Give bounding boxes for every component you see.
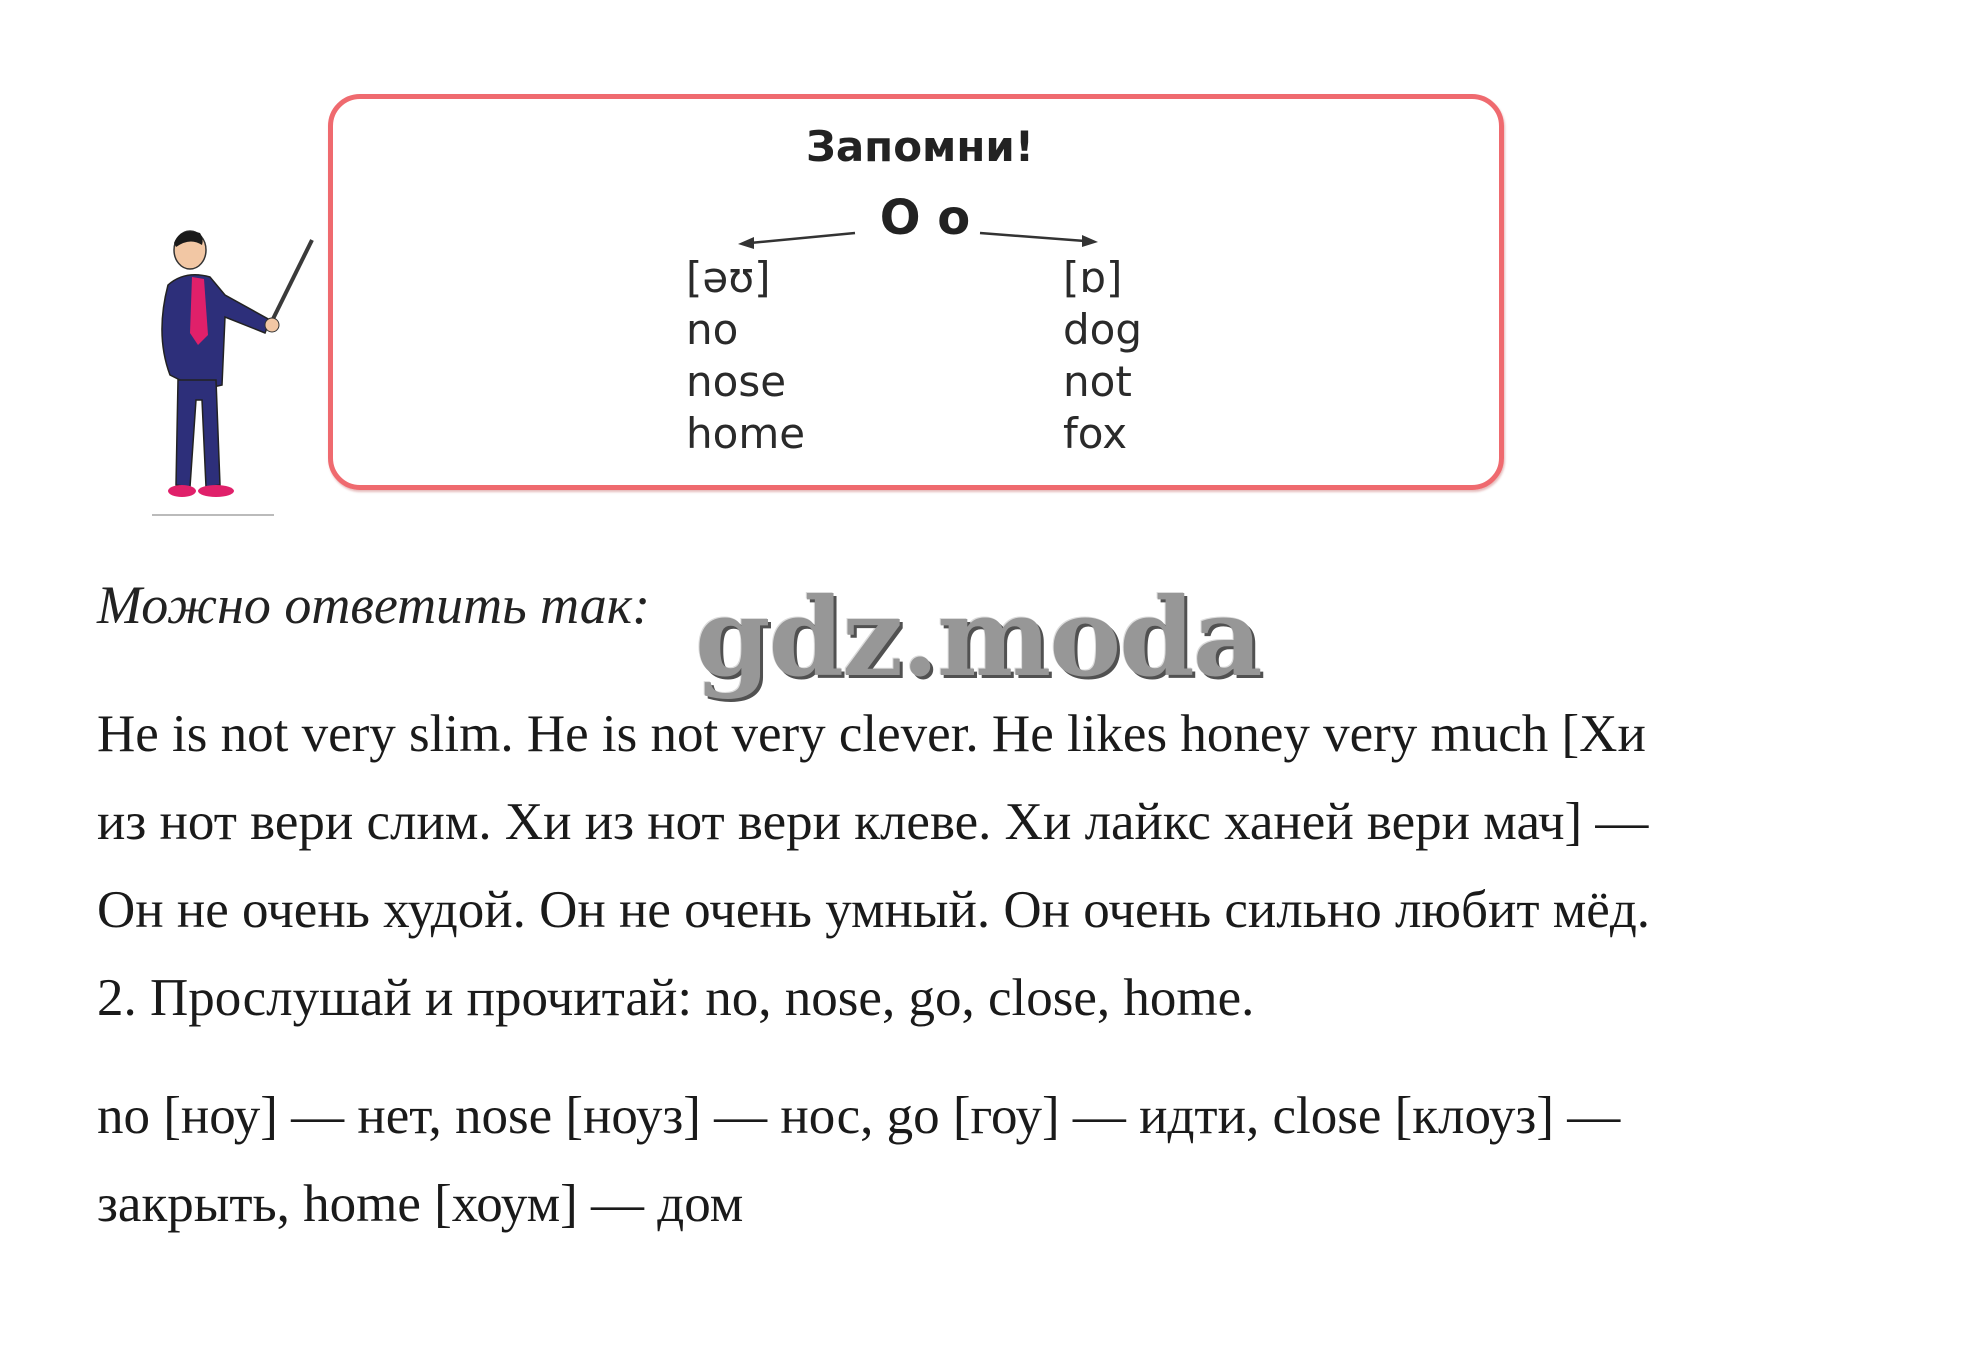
arrows — [730, 215, 1130, 255]
teacher-with-pointer-illustration — [130, 225, 330, 525]
answer-paragraph — [97, 690, 1887, 1042]
example-word: dog — [1063, 305, 1143, 354]
example-word: nose — [686, 357, 787, 406]
transcription-short-o: [ɒ] — [1063, 253, 1123, 302]
ground-line — [152, 514, 274, 516]
example-word: home — [686, 409, 806, 458]
rule-title: Запомни! — [806, 122, 1034, 171]
answer-line: Он не очень худой. Он не очень умный. Он очень сильно любит мёд. — [97, 881, 1651, 939]
translation-line: no [ноу] — нет, nose [ноуз] — нос, go [гоу] — идти, close [клоуз] — — [97, 1087, 1621, 1145]
example-word: fox — [1063, 409, 1128, 458]
arrow-right-icon — [980, 233, 1098, 247]
answer-intro: Можно ответить так: — [97, 575, 651, 635]
example-word: no — [686, 305, 739, 354]
rule-column-long-o — [686, 252, 805, 460]
translation-paragraph — [97, 1072, 1887, 1248]
answer-line: He is not very slim. He is not very clever. He likes honey very much [Хи — [97, 705, 1646, 763]
rule-letter: O o — [879, 190, 971, 246]
transcription-long-o: [əʊ] — [686, 253, 771, 302]
example-word: not — [1063, 357, 1132, 406]
watermark-logo: gdz.moda — [695, 575, 1261, 701]
arrow-left-icon — [738, 233, 855, 249]
answer-line: из нот вери слим. Хи из нот вери клеве. Хи лайкс ханей вери мач] — — [97, 793, 1649, 851]
exercise-heading: 2. Прослушай и прочитай: no, nose, go, close, home. — [97, 969, 1255, 1027]
rule-column-short-o — [1063, 252, 1142, 460]
translation-line: закрыть, home [хоум] — дом — [97, 1175, 744, 1233]
